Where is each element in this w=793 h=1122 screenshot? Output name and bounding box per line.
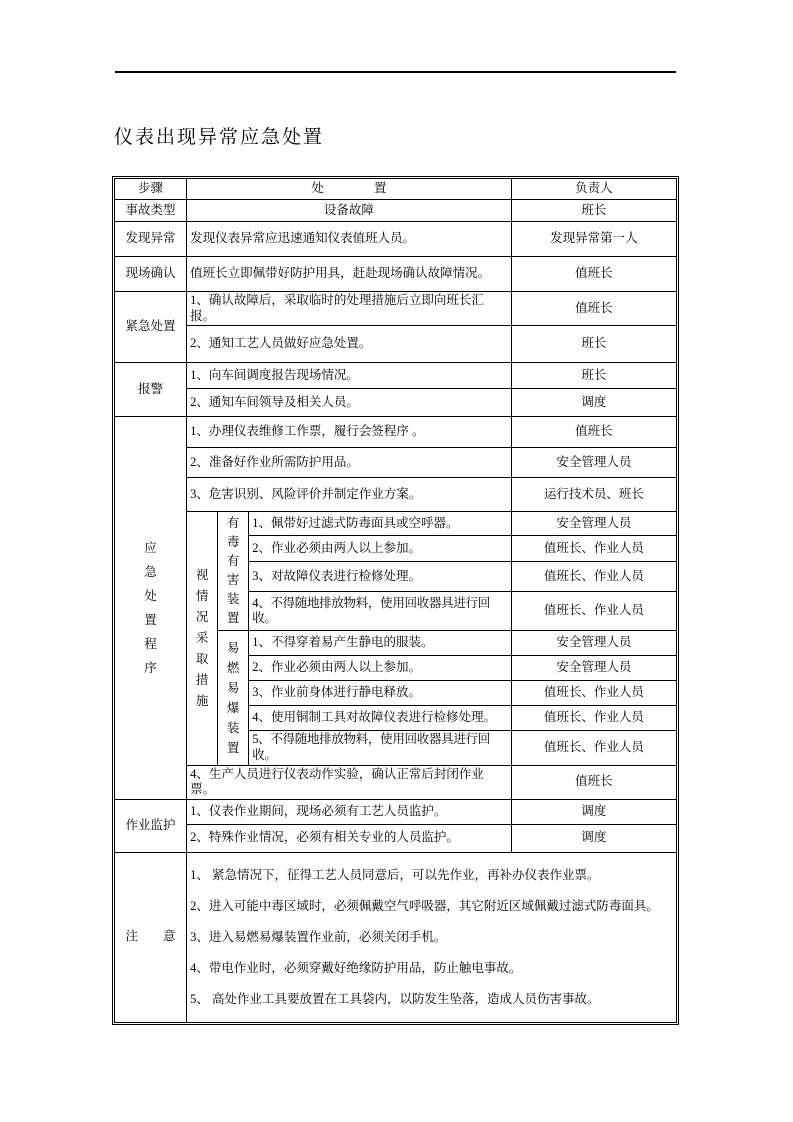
note-item: 4、带电作业时，必须穿戴好绝缘防护用品，防止触电事故。 [190, 960, 522, 975]
procedure-label-text: 应急处置程序 [144, 541, 157, 675]
procedure-action-3: 3、危害识别、风险评价并制定作业方案。 [187, 478, 512, 512]
flammable-action-5: 5、不得随地排放物料，使用回收器具进行回收。 [249, 731, 511, 765]
table-row [115, 389, 677, 417]
flammable-action-3: 3、作业前身体进行静电释放。 [249, 681, 511, 706]
procedure-closing-responsible: 值班长 [511, 765, 676, 799]
note-item: 1、 紧急情况下，征得工艺人员同意后，可以先作业，再补办仪表作业票。 [190, 867, 600, 882]
flammable-action-2: 2、作业必须由两人以上参加。 [249, 656, 511, 681]
supervision-action-1: 1、仪表作业期间，现场必须有工艺人员监护。 [187, 799, 512, 824]
table-row [115, 200, 677, 222]
header-rule [115, 71, 676, 73]
toxic-responsible-4: 值班长、作业人员 [511, 592, 676, 631]
discovery-label: 发现异常 [115, 222, 187, 257]
page-title: 仪表出现异常应急处置 [114, 127, 325, 148]
table-row [115, 512, 677, 536]
notes-cell [187, 852, 677, 1022]
flammable-group-label [218, 631, 249, 765]
procedure-closing-action: 4、生产人员进行仪表动作实验，确认正常后封闭作业票。 [187, 765, 512, 799]
table-row [115, 852, 677, 1022]
table-row [115, 257, 677, 292]
table-row [115, 363, 677, 389]
table-row [115, 824, 677, 852]
procedure-action-1: 1、办理仪表维修工作票，履行会签程序 。 [187, 417, 512, 448]
incident-type-value: 设备故障 [187, 200, 512, 222]
table-row [115, 799, 677, 824]
note-item: 3、进入易燃易爆装置作业前，必须关闭手机。 [190, 929, 447, 944]
table-row [115, 448, 677, 478]
situational-label-text: 视情况采取措施 [195, 567, 209, 708]
alarm-responsible-1: 班长 [511, 363, 676, 389]
alarm-label: 报警 [115, 363, 187, 417]
header-responsible: 负责人 [511, 179, 676, 200]
confirmation-action: 值班长立即佩带好防护用具，赶赴现场确认故障情况。 [187, 257, 512, 292]
flammable-group-label-text: 易燃易爆装置 [226, 640, 240, 755]
procedure-responsible-2: 安全管理人员 [511, 448, 676, 478]
flammable-responsible-5: 值班长、作业人员 [511, 731, 676, 765]
toxic-group-label [218, 512, 249, 631]
flammable-responsible-1: 安全管理人员 [511, 631, 676, 656]
note-item: 2、进入可能中毒区域时，必须佩戴空气呼吸器，其它附近区域佩戴过滤式防毒面具。 [190, 898, 659, 913]
procedure-action-2: 2、准备好作业所需防护用品。 [187, 448, 512, 478]
emergency-responsible-2: 班长 [511, 326, 676, 363]
confirmation-label: 现场确认 [115, 257, 187, 292]
toxic-responsible-3: 值班长、作业人员 [511, 562, 676, 592]
alarm-responsible-2: 调度 [511, 389, 676, 417]
emergency-responsible-1: 值班长 [511, 292, 676, 326]
supervision-responsible-2: 调度 [511, 824, 676, 852]
table-row [115, 326, 677, 363]
table-row [115, 478, 677, 512]
procedure-table [114, 178, 677, 1023]
incident-type-label: 事故类型 [115, 200, 187, 222]
confirmation-responsible: 值班长 [511, 257, 676, 292]
note-item: 5、 高处作业工具要放置在工具袋内，以防发生坠落，造成人员伤害事故。 [190, 991, 600, 1006]
supervision-action-2: 2、特殊作业情况，必须有相关专业的人员监护。 [187, 824, 512, 852]
header-step: 步骤 [115, 179, 187, 200]
toxic-action-1: 1、佩带好过滤式防毒面具或空呼器。 [249, 512, 511, 536]
toxic-action-2: 2、作业必须由两人以上参加。 [249, 536, 511, 562]
emergency-label: 紧急处置 [115, 292, 187, 363]
incident-type-responsible: 班长 [511, 200, 676, 222]
toxic-action-4: 4、不得随地排放物料，使用回收器具进行回收。 [249, 592, 511, 631]
flammable-responsible-3: 值班长、作业人员 [511, 681, 676, 706]
procedure-label [115, 417, 187, 800]
alarm-action-1: 1、向车间调度报告现场情况。 [187, 363, 512, 389]
toxic-responsible-1: 安全管理人员 [511, 512, 676, 536]
emergency-action-1: 1、确认故障后，采取临时的处理措施后立即向班长汇报。 [187, 292, 512, 326]
supervision-responsible-1: 调度 [511, 799, 676, 824]
table-row [115, 292, 677, 326]
flammable-responsible-4: 值班长、作业人员 [511, 706, 676, 731]
toxic-action-3: 3、对故障仪表进行检修处理。 [249, 562, 511, 592]
situational-label [187, 512, 218, 765]
table-row [115, 179, 677, 200]
discovery-responsible: 发现异常第一人 [511, 222, 676, 257]
supervision-label: 作业监护 [115, 799, 187, 852]
procedure-table-border [112, 176, 679, 1025]
flammable-action-1: 1、不得穿着易产生静电的服装。 [249, 631, 511, 656]
table-row [115, 417, 677, 448]
table-row [115, 765, 677, 799]
flammable-responsible-2: 安全管理人员 [511, 656, 676, 681]
table-row [115, 222, 677, 257]
header-action: 处 置 [187, 179, 512, 200]
discovery-action: 发现仪表异常应迅速通知仪表值班人员。 [187, 222, 512, 257]
toxic-responsible-2: 值班长、作业人员 [511, 536, 676, 562]
toxic-group-label-text: 有毒有害装置 [226, 516, 240, 626]
procedure-responsible-3: 运行技术员、班长 [511, 478, 676, 512]
notes-label: 注 意 [115, 852, 187, 1022]
alarm-action-2: 2、通知车间领导及相关人员。 [187, 389, 512, 417]
flammable-action-4: 4、使用铜制工具对故障仪表进行检修处理。 [249, 706, 511, 731]
emergency-action-2: 2、通知工艺人员做好应急处置。 [187, 326, 512, 363]
procedure-responsible-1: 值班长 [511, 417, 676, 448]
